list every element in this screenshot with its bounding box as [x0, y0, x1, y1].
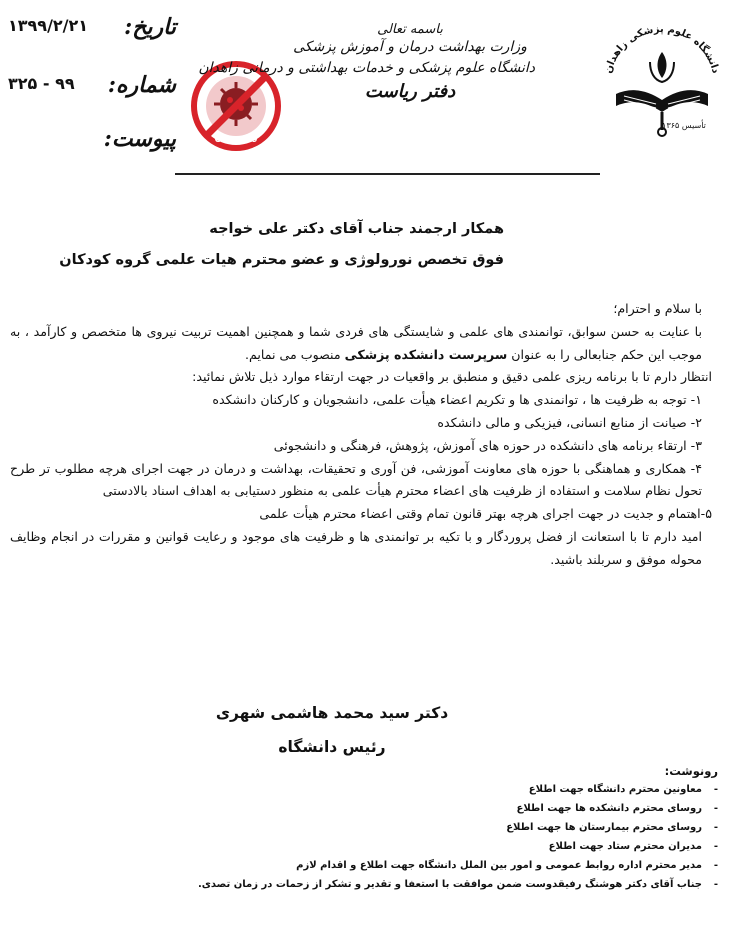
header-divider — [175, 173, 600, 175]
svg-text:COVID-19: COVID-19 — [214, 135, 258, 144]
cc-item: - روسای محترم دانشکده ها جهت اطلاع — [516, 803, 718, 814]
date-value: ۱۳۹۹/۲/۲۱ — [8, 16, 89, 35]
university-name: دانشگاه علوم پزشکی و خدمات بهداشتی و درمانی زاهدان — [198, 60, 535, 76]
recipient-name: همکار ارجمند جناب آقای دکتر علی خواجه — [209, 221, 504, 237]
list-item: ۵-اهتمام و جدیت در جهت اجرای هرچه بهتر قانون تمام وقتی اعضاء محترم هیأت علمی — [259, 506, 712, 522]
office-name: دفتر ریاست — [364, 81, 456, 102]
ministry-name: وزارت بهداشت درمان و آموزش پزشکی — [293, 39, 527, 55]
appointment-position: سرپرست دانشکده پزشکی — [344, 346, 508, 362]
list-item: ۱- توجه به ظرفیت ها ، توانمندی ها و تکریم اعضاء هیأت علمی، دانشجویان و کارکنان دانشکده — [212, 392, 702, 408]
attachment-row — [4, 126, 200, 156]
date-row — [4, 14, 200, 44]
signer-name: دکتر سید محمد هاشمی شهری — [215, 704, 449, 722]
recipient-title: فوق تخصص نورولوژی و عضو محترم هیات علمی گروه کودکان — [59, 252, 504, 268]
emblem-icon — [650, 52, 674, 82]
date-label: تاریخ: — [124, 14, 176, 40]
signature-block — [207, 696, 457, 764]
greeting: با سلام و احترام؛ — [613, 301, 702, 316]
list-item: ۳- ارتقاء برنامه های دانشکده در حوزه های آموزش، پژوهش، فرهنگی و دانشجوئی — [273, 437, 702, 453]
cc-item: - مدیر محترم اداره روابط عمومی و امور بین الملل دانشگاه جهت اطلاع و اقدام لازم — [296, 860, 718, 871]
number-label: شماره: — [107, 72, 176, 98]
paragraph-closing: امید دارم تا با استعانت از فضل پروردگار و با تکیه بر توانمندی ها و ظرفیت های موجود و رعایت قوانین و مقررات در انجام وظایف محوله موفق و سربلند باشید. — [10, 528, 702, 567]
signer-title: رئیس دانشگاه — [278, 738, 386, 756]
number-row — [4, 72, 200, 102]
cc-item: - مدیران محترم ستاد جهت اطلاع — [548, 841, 718, 852]
letter-meta — [0, 0, 200, 160]
svg-text:دانشگاه علوم پزشکی زاهدان: دانشگاه علوم پزشکی زاهدان — [603, 23, 721, 75]
svg-text:تأسیس ۱۳۶۵: تأسیس ۱۳۶۵ — [662, 121, 706, 130]
letter-body — [10, 298, 712, 572]
cc-title: رونوشت: — [664, 764, 718, 778]
list-item: ۴- همکاری و هماهنگی با حوزه های معاونت آموزشی، فن آوری و تحقیقات، بهداشت و درمان در جهت اجرای هرچه مطلوب تر طرح تحول نظام سلامت و استفاده از ظرفیت های اعضاء محترم هیأت علمی به منظور دستیابی به اهداف اسناد بالادستی — [10, 460, 702, 499]
cc-list — [197, 780, 718, 894]
cc-item: - معاونین محترم دانشگاه جهت اطلاع — [528, 784, 718, 795]
paragraph-intro: انتظار دارم تا با برنامه ریزی علمی دقیق و منطبق بر واقعیات در جهت ارتقاء موارد ذیل تلاش نمائید: — [192, 369, 712, 385]
cc-item: - جناب آقای دکتر هوشنگ رفیقدوست ضمن موافقت با استعفا و تقدیر و تشکر از زحمات در زمان تصدی. — [197, 879, 718, 890]
bismillah: باسمه تعالی — [377, 22, 443, 37]
cc-item: - روسای محترم بیمارستان ها جهت اطلاع — [506, 822, 718, 833]
paragraph-appointment: با عنایت به حسن سوابق، توانمندی های علمی و شایستگی های فردی شما و همچنین اهمیت تربیت نیروی ها متخصص و کارآمد ، به موجب این حکم جنابعالی را به عنوان سرپرست دانشکده پزشکی منصوب می نمایم. — [10, 323, 702, 362]
attachment-label: پیوست: — [103, 126, 176, 152]
number-value: ۹۹ - ۳۲۵ — [8, 74, 75, 93]
list-item: ۲- صیانت از منابع انسانی، فیزیکی و مالی دانشکده — [437, 414, 702, 430]
recipient-block — [59, 214, 504, 276]
university-logo — [598, 22, 726, 142]
